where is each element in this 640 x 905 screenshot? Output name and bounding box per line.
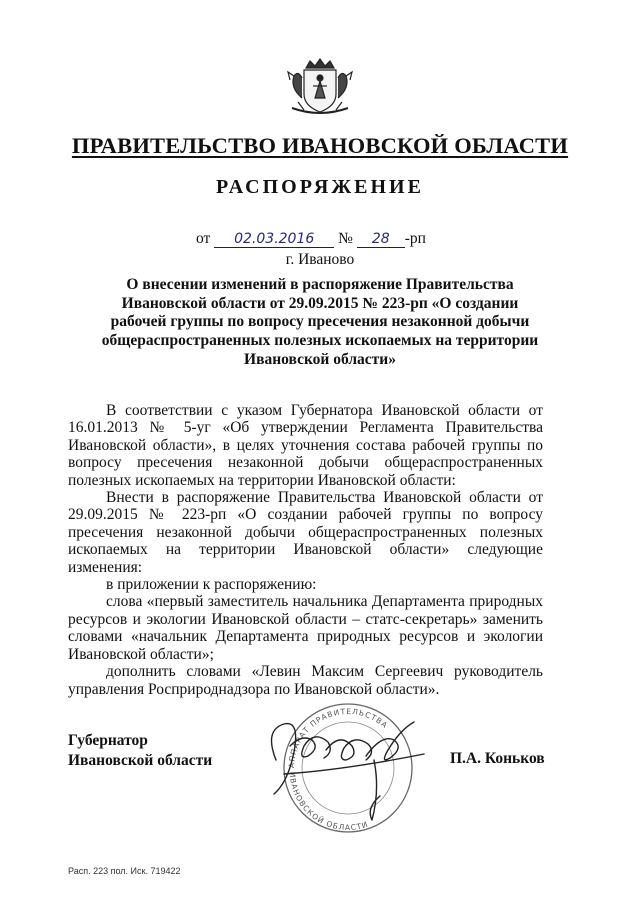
body-paragraph: Внести в распоряжение Правительства Ивановской области от 29.09.2015 № 223-рп «О создании рабочей группы по вопросу пресечения незаконной добычи общераспространенных полезных ископаемых на территории Ивановской области» следующие изменения:	[68, 489, 543, 576]
stamp-text-top: АППАРАТ ПРАВИТЕЛЬСТВА	[286, 706, 390, 769]
footer-note: Расп. 223 пол. Иск. 719422	[68, 866, 181, 876]
document-subject: О внесении изменений в распоряжение Правительства Ивановской области от 29.09.2015 № 223-рп «О создании рабочей группы по вопросу пресечения незаконной добычи общераспространенных полезных ископаемых на территории Ивановской области»	[101, 276, 539, 368]
city: г. Иваново	[285, 251, 355, 268]
organization-title: ПРАВИТЕЛЬСТВО ИВАНОВСКОЙ ОБЛАСТИ	[71, 133, 569, 158]
ivanovo-coat-of-arms-icon	[268, 58, 372, 118]
official-stamp-signature	[254, 690, 434, 840]
position-line-2: Ивановской области	[68, 752, 213, 769]
document-type-heading: РАСПОРЯЖЕНИЕ	[216, 176, 424, 198]
signatory-position	[68, 731, 212, 771]
number-sign: №	[338, 230, 353, 247]
signatory-name: П.А. Коньков	[450, 750, 545, 767]
svg-text:ИВАНОВСКОЙ ОБЛАСТИ	[288, 772, 370, 832]
position-line-1: Губернатор	[68, 732, 148, 749]
handwritten-signature	[272, 722, 425, 820]
svg-text:АППАРАТ ПРАВИТЕЛЬСТВА	[287, 707, 390, 768]
body-paragraph: В соответствии с указом Губернатора Ивановской области от 16.01.2013 № 5-уг «Об утверждении Регламента Правительства Ивановской области», в целях уточнения состава рабочей группы по вопросу пресечения незаконной добычи общераспространенных полезных ископаемых на территории Ивановской области:	[68, 402, 543, 489]
handwritten-date: 02.03.2016	[214, 231, 334, 248]
stamp-text-bottom: ИВАНОВСКОЙ ОБЛАСТИ	[287, 771, 370, 833]
body-paragraph: дополнить словами «Левин Максим Сергеевич руководитель управления Росприроднадзора по Ивановской области».	[68, 663, 543, 698]
body-paragraph: слова «первый заместитель начальника Департамента природных ресурсов и экологии Ивановской области – статс-секретарь» заменить словами «начальник Департамента природных ресурсов и экологии Ивановской области»;	[68, 593, 543, 663]
body-paragraph: в приложении к распоряжению:	[106, 576, 317, 594]
handwritten-number: 28	[357, 231, 405, 248]
registration-line	[196, 230, 426, 248]
date-prefix: от	[196, 230, 211, 247]
number-suffix: -рп	[404, 230, 426, 247]
document-body	[68, 402, 543, 698]
